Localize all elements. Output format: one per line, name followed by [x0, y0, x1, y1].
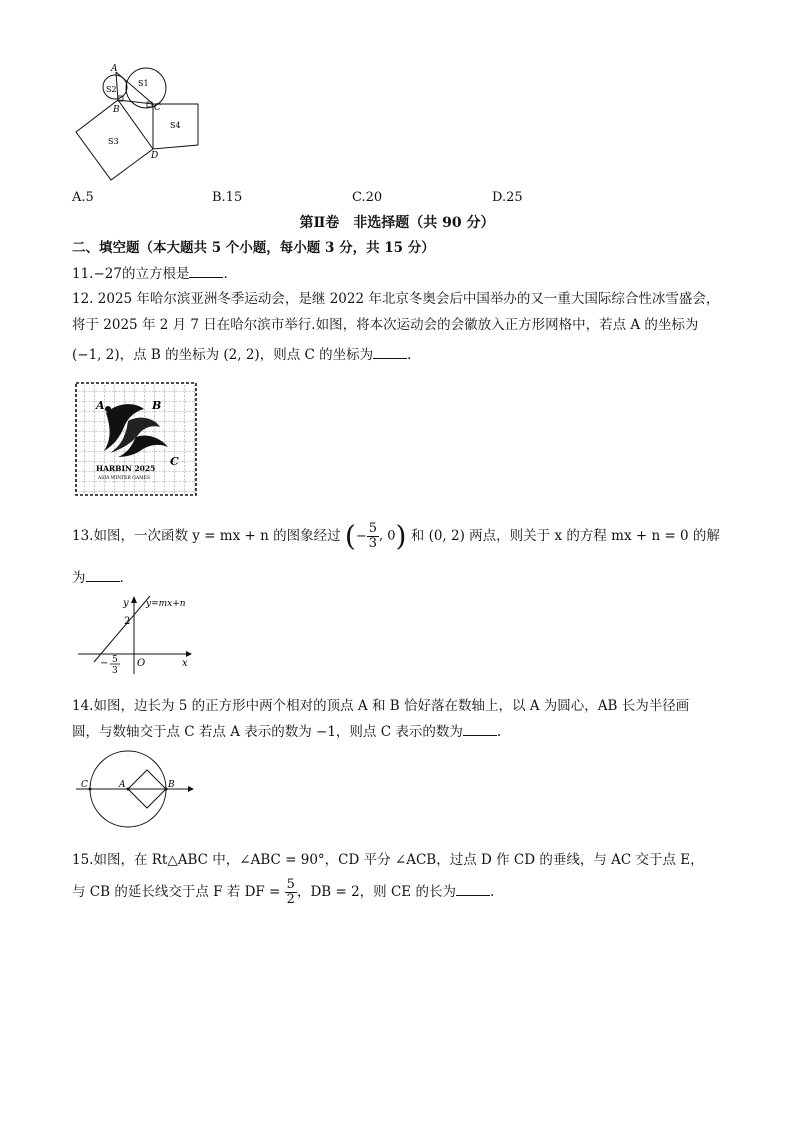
q14-label-B: B — [168, 780, 175, 790]
logo-text-1: HARBIN 2025 — [96, 464, 156, 473]
label-B: B — [113, 105, 120, 115]
q13-end: . — [119, 570, 124, 586]
q15-line1: 15.如图，在 Rt△ABC 中，∠ABC = 90°，CD 平分 ∠ACB，过点 D 作 CD 的垂线，与 AC 交于点 E， — [72, 852, 704, 868]
q14-label-C: C — [81, 780, 88, 790]
q13-line1a: 13.如图，一次函数 y = mx + n 的图象经过 — [72, 528, 341, 544]
choice-a: A.5 — [72, 190, 94, 205]
q13-point: (− $\frac{5}{3}$ , 0) — [344, 519, 407, 553]
q12-line1: 12. 2025 年哈尔滨亚洲冬季运动会，是继 2022 年北京冬奥会后中国举办的又一重大国际综合性冰雪盛会， — [72, 291, 720, 307]
label-A: A — [111, 64, 118, 74]
q13-line1b: 和 (0, 2) 两点，则关于 x 的方程 mx + n = 0 的解 — [410, 528, 720, 544]
label-C: C — [154, 103, 161, 113]
answer-blank — [463, 723, 497, 736]
q12-line2: 将于 2025 年 2 月 7 日在哈尔滨市举行.如图，将本次运动会的会徽放入正方形网格中，若点 A 的坐标为 — [72, 317, 699, 333]
origin-label: O — [137, 658, 146, 669]
figure-q10 — [68, 62, 208, 186]
label-S3: S3 — [108, 137, 119, 146]
q12-line3 — [72, 346, 411, 364]
answer-blank — [373, 346, 407, 359]
label-S1: S1 — [138, 79, 149, 88]
q12-line3-text: (−1, 2)，点 B 的坐标为 (2, 2)，则点 C 的坐标为 — [72, 347, 374, 363]
q14-figure — [74, 750, 198, 832]
q14-line2 — [72, 723, 501, 741]
section-title: 第Ⅱ卷 非选择题（共 90 分） — [299, 215, 495, 231]
tick-neg: − — [100, 658, 109, 669]
tick-2: 2 — [124, 616, 131, 627]
logo-grid-figure — [74, 381, 198, 497]
q15-line2 — [72, 878, 494, 907]
q13-graph — [76, 594, 196, 676]
q12-end: . — [407, 347, 412, 363]
q13-line1 — [72, 519, 720, 553]
label-D: D — [151, 151, 159, 161]
answer-blank — [456, 883, 490, 896]
q15-line2b: ，DB = 2，则 CE 的长为 — [296, 884, 456, 900]
tick-num: 5 — [112, 655, 118, 665]
q15-end: . — [489, 884, 495, 900]
label-S4: S4 — [170, 121, 181, 130]
logo-label-B: B — [152, 399, 162, 412]
logo-text-2: ASIA WINTER GAMES — [98, 476, 151, 481]
axis-y-label: y — [123, 598, 129, 609]
q14-end: . — [496, 724, 502, 740]
choice-c: C.20 — [352, 190, 383, 205]
q15-frac-num: 5 — [286, 877, 295, 892]
answer-blank — [86, 569, 120, 582]
q15-frac-den: 2 — [286, 892, 295, 907]
q13-line2 — [72, 569, 124, 587]
function-label: y=mx+n — [146, 599, 186, 609]
axis-x-label: x — [182, 658, 188, 669]
q14-line1: 14.如图，边长为 5 的正方形中两个相对的顶点 A 和 B 恰好落在数轴上，以 A 为圆心，AB 长为半径画 — [72, 698, 690, 714]
q11-text: 11.−27的立方根是 — [72, 266, 190, 282]
q14-line2-text: 圆，与数轴交于点 C 若点 A 表示的数为 −1，则点 C 表示的数为 — [72, 724, 463, 740]
q14-label-A: A — [119, 780, 126, 790]
question-11 — [72, 265, 228, 283]
q13-frac-den: 3 — [368, 536, 377, 551]
section-heading: 二、填空题（本大题共 5 个小题，每小题 3 分，共 15 分） — [72, 240, 435, 256]
logo-label-A: A — [96, 399, 105, 412]
label-S2: S2 — [106, 85, 117, 94]
q13-line2-text: 为 — [72, 570, 86, 586]
q13-frac-num: 5 — [368, 521, 377, 536]
q15-line2a: 与 CB 的延长线交于点 F 若 DF = — [72, 884, 281, 900]
logo-label-C: C — [170, 455, 179, 468]
answer-blank — [189, 265, 223, 278]
tick-den: 3 — [112, 666, 118, 676]
choice-b: B.15 — [212, 190, 243, 205]
q11-end: . — [223, 266, 228, 282]
choice-d: D.25 — [492, 190, 523, 205]
